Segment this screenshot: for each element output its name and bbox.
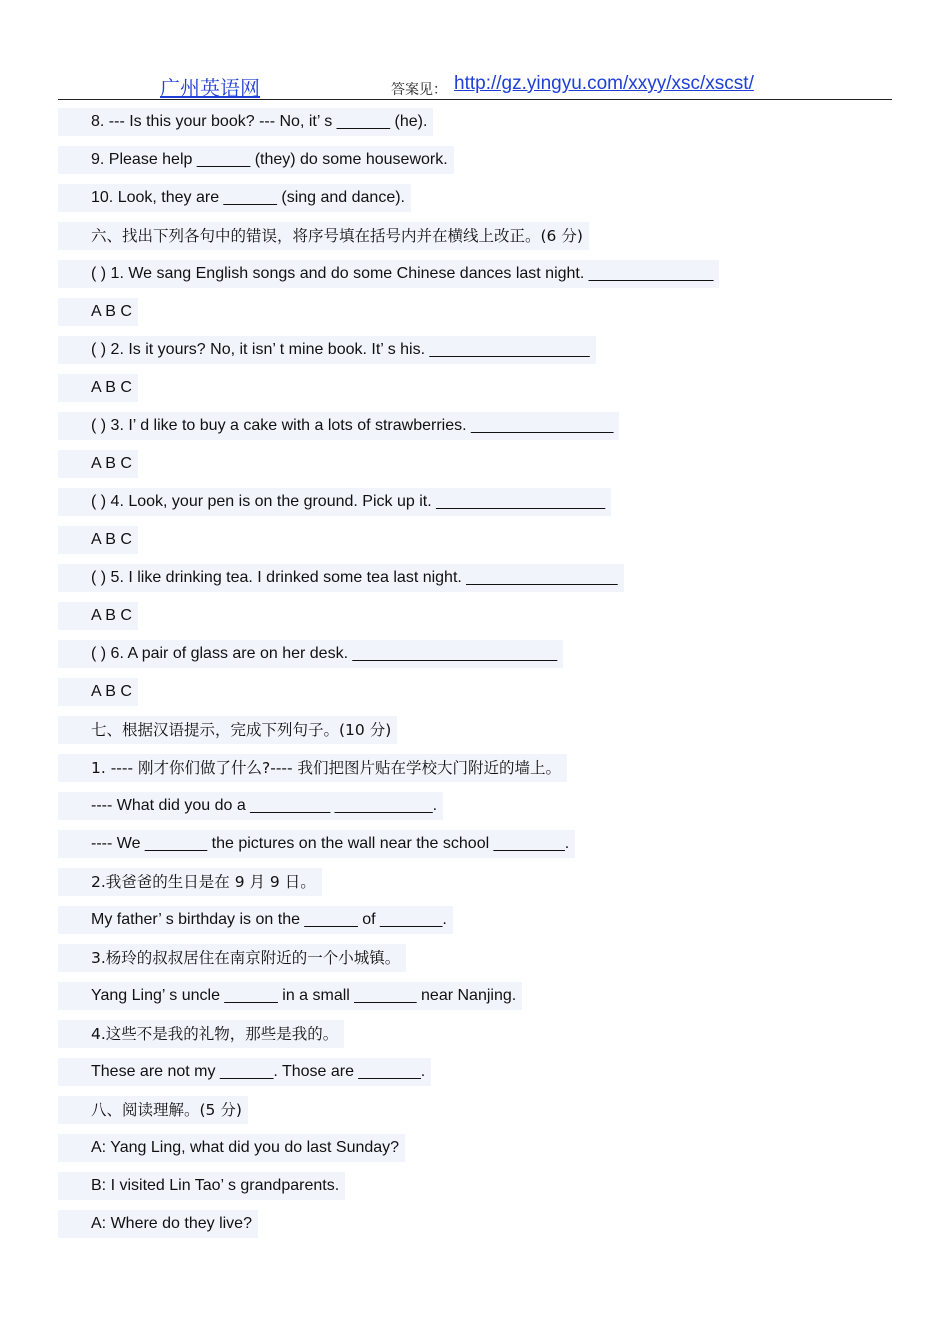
text-line xyxy=(58,1020,892,1058)
line-text: 1. ---- 刚才你们做了什么?---- 我们把图片贴在学校大门附近的墙上。 xyxy=(58,754,567,782)
text-line xyxy=(58,526,892,564)
line-text: ( ) 1. We sang English songs and do some Chinese dances last night. ______________ xyxy=(58,260,719,288)
text-line xyxy=(58,906,892,944)
line-text: ---- What did you do a _________ ___________. xyxy=(58,792,443,820)
text-line xyxy=(58,450,892,488)
line-text: A B C xyxy=(58,602,138,630)
line-text: ( ) 5. I like drinking tea. I drinked some tea last night. _________________ xyxy=(58,564,624,592)
answer-label: 答案见： xyxy=(391,82,447,98)
text-line xyxy=(58,868,892,906)
line-text: A: Where do they live? xyxy=(58,1210,258,1238)
line-text: 八、阅读理解。(5 分) xyxy=(58,1096,248,1124)
text-line xyxy=(58,336,892,374)
section-heading xyxy=(58,222,892,260)
line-text: A B C xyxy=(58,298,138,326)
text-line xyxy=(58,1172,892,1210)
text-line xyxy=(58,146,892,184)
line-text: 4.这些不是我的礼物，那些是我的。 xyxy=(58,1020,344,1048)
text-line xyxy=(58,1058,892,1096)
document-body xyxy=(58,108,892,1248)
text-line xyxy=(58,1134,892,1172)
text-line xyxy=(58,678,892,716)
line-text: 2.我爸爸的生日是在 9 月 9 日。 xyxy=(58,868,322,896)
line-text: 9. Please help ______ (they) do some housework. xyxy=(58,146,454,174)
section-heading xyxy=(58,1096,892,1134)
text-line xyxy=(58,412,892,450)
text-line xyxy=(58,1210,892,1248)
text-line xyxy=(58,944,892,982)
line-text: A B C xyxy=(58,678,138,706)
text-line xyxy=(58,108,892,146)
text-line xyxy=(58,260,892,298)
line-text: A B C xyxy=(58,450,138,478)
line-text: 8. --- Is this your book? --- No, it’ s ______ (he). xyxy=(58,108,433,136)
line-text: ( ) 6. A pair of glass are on her desk. _______________________ xyxy=(58,640,563,668)
text-line xyxy=(58,754,892,792)
answer-url-link[interactable]: http://gz.yingyu.com/xxyy/xsc/xscst/ xyxy=(454,73,754,94)
text-line xyxy=(58,830,892,868)
line-text: ( ) 3. I’ d like to buy a cake with a lots of strawberries. ________________ xyxy=(58,412,619,440)
line-text: A B C xyxy=(58,526,138,554)
text-line xyxy=(58,982,892,1020)
line-text: 七、根据汉语提示，完成下列句子。(10 分) xyxy=(58,716,397,744)
text-line xyxy=(58,298,892,336)
text-line xyxy=(58,184,892,222)
line-text: A: Yang Ling, what did you do last Sunday? xyxy=(58,1134,405,1162)
line-text: A B C xyxy=(58,374,138,402)
text-line xyxy=(58,640,892,678)
line-text: 六、找出下列各句中的错误，将序号填在括号内并在横线上改正。(6 分) xyxy=(58,222,589,250)
text-line xyxy=(58,602,892,640)
text-line xyxy=(58,792,892,830)
line-text: 10. Look, they are ______ (sing and dance). xyxy=(58,184,411,212)
section-heading xyxy=(58,716,892,754)
line-text: ( ) 2. Is it yours? No, it isn’ t mine book. It’ s his. __________________ xyxy=(58,336,596,364)
site-name-link[interactable]: 广州英语网 xyxy=(160,76,260,100)
line-text: ( ) 4. Look, your pen is on the ground. Pick up it. ___________________ xyxy=(58,488,611,516)
text-line xyxy=(58,374,892,412)
line-text: ---- We _______ the pictures on the wall near the school ________. xyxy=(58,830,575,858)
text-line xyxy=(58,564,892,602)
line-text: These are not my ______. Those are _______. xyxy=(58,1058,431,1086)
text-line xyxy=(58,488,892,526)
line-text: Yang Ling’ s uncle ______ in a small _______ near Nanjing. xyxy=(58,982,522,1010)
line-text: My father’ s birthday is on the ______ of _______. xyxy=(58,906,453,934)
page-header xyxy=(58,70,892,100)
line-text: 3.杨玲的叔叔居住在南京附近的一个小城镇。 xyxy=(58,944,406,972)
line-text: B: I visited Lin Tao’ s grandparents. xyxy=(58,1172,345,1200)
